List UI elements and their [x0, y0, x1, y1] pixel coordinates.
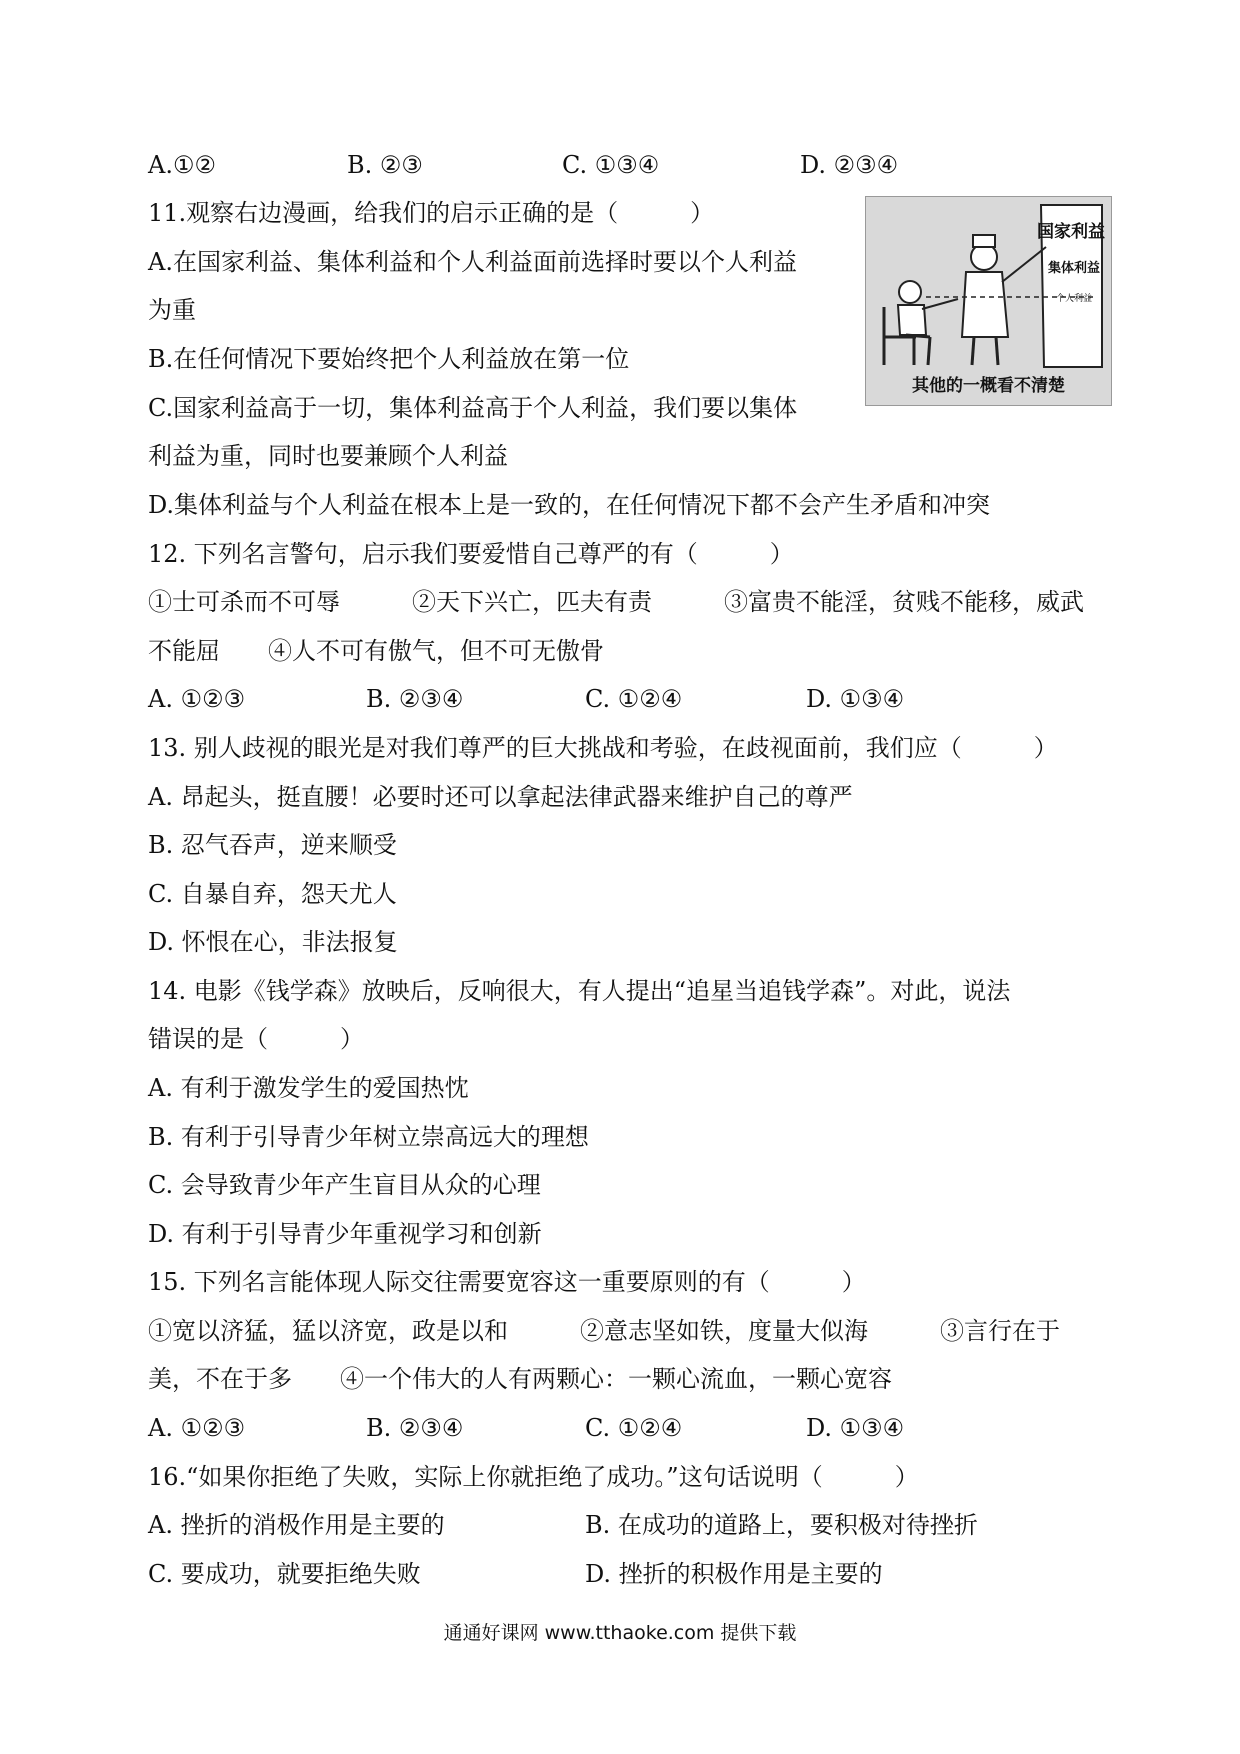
cartoon-illustration	[865, 196, 1112, 406]
q11-option-c-cont: 利益为重，同时也要兼顾个人利益	[148, 442, 508, 470]
q13-option-a: A. 昂起头，挺直腰！必要时还可以拿起法律武器来维护自己的尊严	[148, 783, 853, 811]
q12-stem: 12. 下列名言警句，启示我们要爱惜自己尊严的有（ ）	[148, 540, 794, 568]
q11-option-c: C.国家利益高于一切，集体利益高于个人利益，我们要以集体	[148, 394, 798, 422]
q12-option-c: C. ①②④	[585, 685, 683, 713]
q13-option-d: D. 怀恨在心，非法报复	[148, 928, 398, 956]
cartoon-caption: 其他的一概看不清楚	[912, 376, 1065, 396]
q11-option-a-cont: 为重	[148, 296, 196, 324]
q10-option-a: A.①②	[148, 151, 216, 179]
q14-stem-cont: 错误的是（ ）	[148, 1025, 364, 1053]
q11-stem: 11.观察右边漫画，给我们的启示正确的是（ ）	[148, 199, 715, 227]
q15-items-cont: 美，不在于多 ④一个伟大的人有两颗心：一颗心流血，一颗心宽容	[148, 1365, 892, 1393]
footer-credit: 通通好课网 www.tthaoke.com 提供下载	[443, 1622, 797, 1644]
q15-option-d: D. ①③④	[806, 1414, 905, 1442]
q14-option-a: A. 有利于激发学生的爱国热忱	[148, 1074, 469, 1102]
q16-option-d: D. 挫折的积极作用是主要的	[585, 1560, 883, 1588]
cartoon-drawing	[866, 197, 1111, 372]
q14-stem: 14. 电影《钱学森》放映后，反响很大，有人提出“追星当追钱学森”。对此，说法	[148, 977, 1011, 1005]
q16-stem: 16.“如果你拒绝了失败，实际上你就拒绝了成功。”这句话说明（ ）	[148, 1463, 919, 1491]
q14-option-b: B. 有利于引导青少年树立崇高远大的理想	[148, 1123, 589, 1151]
q16-option-a: A. 挫折的消极作用是主要的	[148, 1511, 445, 1539]
q11-option-a: A.在国家利益、集体利益和个人利益面前选择时要以个人利益	[148, 248, 797, 276]
q13-option-b: B. 忍气吞声，逆来顺受	[148, 831, 397, 859]
q15-option-b: B. ②③④	[366, 1414, 464, 1442]
q10-option-c: C. ①③④	[562, 151, 660, 179]
q16-option-c: C. 要成功，就要拒绝失败	[148, 1560, 421, 1588]
q16-option-b: B. 在成功的道路上，要积极对待挫折	[585, 1511, 978, 1539]
board-national-label: 国家利益	[1037, 222, 1105, 242]
q12-items-cont: 不能屈 ④人不可有傲气，但不可无傲骨	[148, 637, 604, 665]
q15-stem: 15. 下列名言能体现人际交往需要宽容这一重要原则的有（ ）	[148, 1268, 866, 1296]
q12-items: ①士可杀而不可辱 ②天下兴亡，匹夫有责 ③富贵不能淫，贫贱不能移，威武	[148, 588, 1084, 616]
board-collective-label: 集体利益	[1047, 261, 1101, 276]
q11-option-b: B.在任何情况下要始终把个人利益放在第一位	[148, 345, 630, 373]
q11-option-d: D.集体利益与个人利益在根本上是一致的，在任何情况下都不会产生矛盾和冲突	[148, 491, 991, 519]
q15-option-a: A. ①②③	[148, 1414, 246, 1442]
q15-option-c: C. ①②④	[585, 1414, 683, 1442]
q10-option-d: D. ②③④	[800, 151, 899, 179]
board-personal-label: 个人利益	[1055, 294, 1093, 304]
q12-option-b: B. ②③④	[366, 685, 464, 713]
q13-stem: 13. 别人歧视的眼光是对我们尊严的巨大挑战和考验，在歧视面前，我们应（ ）	[148, 734, 1058, 762]
q14-option-d: D. 有利于引导青少年重视学习和创新	[148, 1220, 542, 1248]
q10-option-b: B. ②③	[347, 151, 423, 179]
q12-option-a: A. ①②③	[148, 685, 246, 713]
q14-option-c: C. 会导致青少年产生盲目从众的心理	[148, 1171, 541, 1199]
q12-option-d: D. ①③④	[806, 685, 905, 713]
q13-option-c: C. 自暴自弃，怨天尤人	[148, 880, 397, 908]
q15-items: ①宽以济猛，猛以济宽，政是以和 ②意志坚如铁，度量大似海 ③言行在于	[148, 1317, 1060, 1345]
